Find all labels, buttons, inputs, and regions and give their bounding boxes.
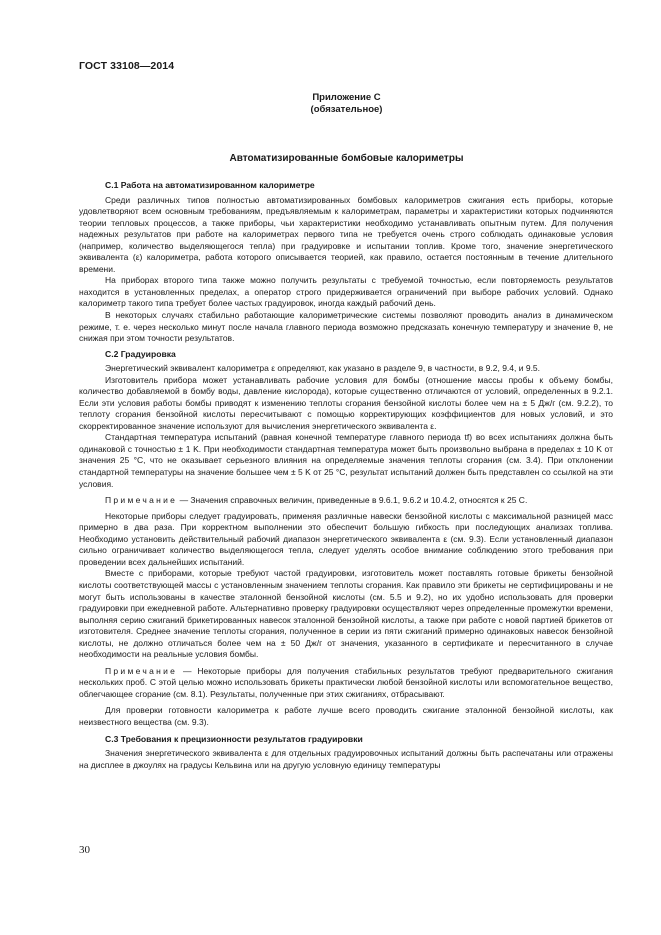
section-heading-c2: С.2 Градуировка — [105, 348, 176, 359]
main-title: Автоматизированные бомбовые калориметры — [229, 153, 464, 164]
note — [79, 495, 613, 507]
appendix-title: Приложение С — [312, 92, 381, 103]
document-header: ГОСТ 33108—2014 — [79, 60, 175, 72]
note — [79, 666, 613, 701]
note-text: — Некоторые приборы для получения стабильных результатов требуют предварительного сжигания нескольких проб. С этой целью можно использовать брикеты практически любой бензойной кислоты или вспомогательное вещество, облегчающее сгорание (см. 8.1). Результаты, полученные при этих сжиганиях, отбрасывают. — [79, 665, 613, 699]
paragraph: Стандартная температура испытаний (равная конечной температуре главного периода tf) во всех испытаниях должна быть одинаковой с точностью ± 1 K. При необходимости стандартная температура может быть произвольно выбрана в пределах ± 10 K от значения 25 °С, что не оказывает серьезного влияния на определяемые значения теплоты сгорания (см. 3.4). При отклонении стандартной температуры на значение большее чем ± 5 K от 25 °С, результат испытаний должен быть представлен со ссылкой на эти условия. — [79, 432, 613, 489]
section-heading-c3: С.3 Требования к прецизионности результатов градуировки — [105, 733, 363, 744]
paragraph: Энергетический эквивалент калориметра ε определяют, как указано в разделе 9, в частности, в 9.2, 9.4, и 9.5. — [105, 363, 541, 374]
note-text: — Значения справочных величин, приведенные в 9.6.1, 9.6.2 и 10.4.2, относятся к 25 С. — [177, 495, 528, 506]
section-heading-c1: С.1 Работа на автоматизированном калориметре — [105, 180, 315, 190]
paragraph: Вместе с приборами, которые требуют частой градуировки, изготовитель может поставлять готовые брикеты бензойной кислоты соответствующей массы с установленным значением теплоты сгорания. Как правило эти брикеты не сертифицированы и не могут быть использованы в качестве эталонной бензойной кислоты (см. 5.5 и 9.2), но их удобно использовать для проверки градуировки при ежедневной работе. Альтернативно проверку градуировки осуществляют через определенные промежутки времени, выполняя серию сжиганий брикетированных навесок эталонной бензойной кислоты, а также при работе с новой партией брикетов от изготовителя. Среднее значение теплоты сгорания, полученное в серии из пяти сжиганий примерно одинаковых навесок бензойной кислоты, не должно отличаться более чем на ± 50 Дж/г от значения, указанного в сертификате и пересчитанного в случае необходимости на реальные условия бомбы. — [79, 568, 613, 660]
paragraph: Изготовитель прибора может устанавливать рабочие условия для бомбы (отношение массы пробы к объему бомбы, количество добавляемой в бомбу воды, давление кислорода), которые существенно отличаются от условий, определенных в 9.2.1. Если эти условия работы бомбы приводят к изменению теплоты сгорания бензойной кислоты более чем на ± 5 Дж/г (см. 9.2.2), то теплоту сгорания бензойной кислоты пересчитывают с помощью корректирующих коэффициентов для новых условий, и это скорректированное значение используют для вычисления энергетического эквивалента ε. — [79, 374, 613, 431]
document-body — [79, 178, 613, 771]
note-label: Примечание — [105, 665, 178, 676]
paragraph: Некоторые приборы следует градуировать, применяя различные навески бензойной кислоты с максимальной разницей масс примерно в два раза. При корректном выполнении это обеспечит большую гибкость при последующих анализах топлива. Необходимо установить действительный рабочий диапазон энергетического эквивалента ε (см. 9.3). Если установленный диапазон сильно ограничивает количество выделяющегося тепла, следует уделять особое внимание соблюдению этого требования при проведении всех дальнейших испытаний. — [79, 510, 613, 567]
paragraph: В некоторых случаях стабильно работающие калориметрические системы позволяют проводить анализ в динамическом режиме, т. е. через несколько минут после начала главного периода возможно предсказать конечную температуру и значение θ, не снижая при этом точности результатов. — [79, 309, 613, 344]
paragraph: Значения энергетического эквивалента ε для отдельных градуировочных испытаний должны быть распечатаны или отражены на дисплее в джоулях на градусы Кельвина или на другую условную единицу температуры — [79, 748, 613, 770]
note-label: Примечание — [105, 495, 178, 506]
paragraph: Среди различных типов полностью автоматизированных бомбовых калориметров сжигания есть приборы, которые удовлетворяют всем основным требованиям, предъявляемым к калориметрам, параметры и характеристики которых подчиняются теории тепловых процессов, а также приборы, чьи характеристики необходимо устанавливать опытным путем. Для получения надежных результатов при работе на калориметрах первого типа не требуется очень строго соблюдать одинаковые условия (например, количество выделяющегося тепла) при градуировке и испытании топлив. Кроме того, значение энергетического эквивалента (ε) калориметра, работа которого описывается теорией, как правило, остается постоянным в течение длительного времени. — [79, 194, 613, 274]
appendix-subtitle: (обязательное) — [310, 103, 383, 115]
appendix-heading — [0, 92, 661, 115]
page-number: 30 — [79, 844, 90, 856]
paragraph: Для проверки готовности калориметра к работе лучше всего проводить сжигание эталонной бензойной кислоты, как неизвестного вещества (см. 9.3). — [79, 705, 613, 727]
paragraph: На приборах второго типа также можно получить результаты с требуемой точностью, если повторяемость результатов находится в установленных пределах, а оператор строго придерживается ограничений при выборе рабочих условий. Однако калориметр такого типа требует более частых градуировок, иногда каждый рабочий день. — [79, 275, 613, 309]
